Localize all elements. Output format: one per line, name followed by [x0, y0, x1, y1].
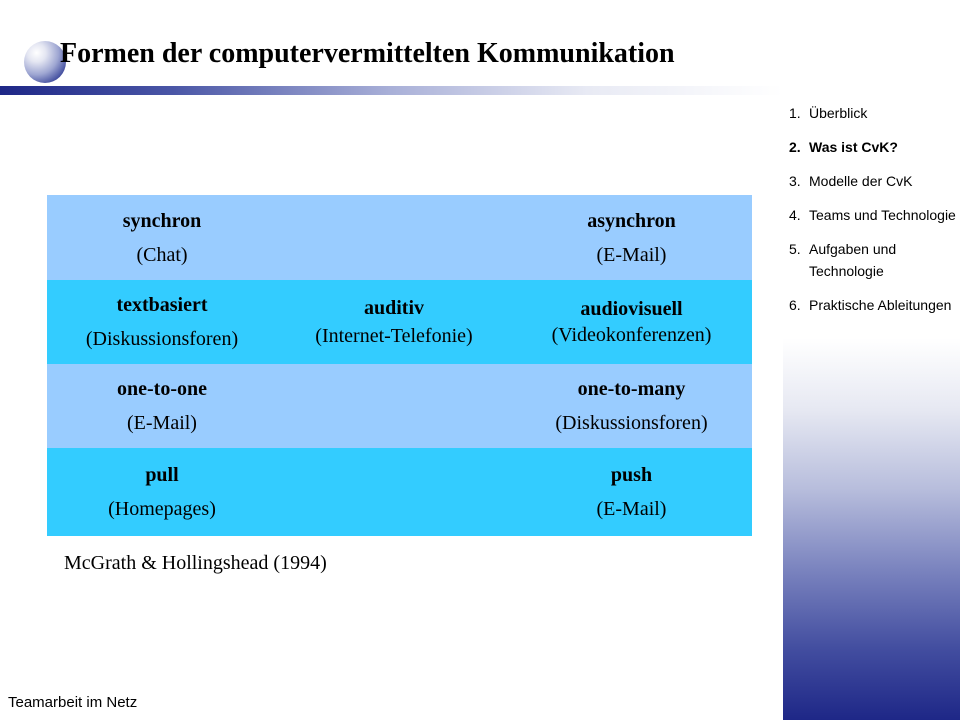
table-cell-synchron: [47, 195, 277, 280]
nav-item-modelle[interactable]: [789, 170, 959, 192]
cell-example: (Diskussionsforen): [85, 328, 239, 350]
nav-item-number: 3.: [789, 173, 801, 189]
nav-item-number: 6.: [789, 297, 801, 313]
source-citation: McGrath & Hollingshead (1994): [64, 552, 327, 574]
cell-example: (E-Mail): [127, 412, 197, 434]
nav-item-aufgaben[interactable]: [789, 238, 959, 282]
sidebar-nav: [789, 102, 959, 328]
table-cell-one-to-one: [47, 364, 277, 448]
cell-term: textbasiert: [116, 294, 208, 316]
footer-text: Teamarbeit im Netz: [8, 694, 138, 711]
table-cell-asynchron: [511, 195, 752, 280]
nav-item-teams[interactable]: [789, 204, 959, 226]
table-cell-empty: [277, 195, 511, 280]
nav-item-ueberblick[interactable]: [789, 102, 959, 124]
cell-term: asynchron: [587, 209, 676, 232]
cell-example: (Videokonferenzen): [551, 324, 712, 346]
cell-term: audiovisuell: [580, 298, 683, 320]
cell-term: synchron: [122, 209, 202, 232]
nav-item-number: 5.: [789, 241, 801, 257]
nav-item-label: Modelle der CvK: [809, 173, 913, 189]
table-cell-push: [511, 448, 752, 536]
table-cell-pull: [47, 448, 277, 536]
cmc-forms-table: [47, 195, 752, 536]
nav-item-label: Aufgaben und Technologie: [809, 241, 897, 279]
cell-example: (Homepages): [108, 498, 216, 520]
cell-term: push: [610, 464, 653, 486]
nav-item-label: Teams und Technologie: [809, 207, 956, 223]
nav-item-label: Was ist CvK?: [809, 139, 898, 155]
nav-item-label: Praktische Ableitungen: [809, 297, 952, 313]
nav-item-number: 1.: [789, 105, 801, 121]
table-cell-textbasiert: [47, 280, 277, 364]
nav-item-was-ist-cvk[interactable]: [789, 136, 959, 158]
cell-example: (Internet-Telefonie): [315, 325, 473, 347]
nav-item-number: 2.: [789, 139, 801, 155]
cell-example: (Diskussionsforen): [555, 412, 708, 434]
cell-term: pull: [145, 464, 179, 486]
table-cell-one-to-many: [511, 364, 752, 448]
cell-example: (Chat): [136, 243, 188, 266]
table-cell-empty: [277, 364, 511, 448]
nav-item-number: 4.: [789, 207, 801, 223]
table-cell-audiovisuell: [511, 280, 752, 364]
cell-term: one-to-one: [117, 378, 207, 400]
cell-term: one-to-many: [577, 378, 686, 400]
page-title: Formen der computervermittelten Kommunikation: [60, 38, 675, 69]
table-cell-auditiv: [277, 280, 511, 364]
nav-item-ableitungen[interactable]: [789, 294, 959, 316]
cell-example: (E-Mail): [596, 498, 667, 520]
cell-example: (E-Mail): [596, 243, 667, 266]
nav-item-label: Überblick: [809, 105, 868, 121]
table-cell-empty: [277, 448, 511, 536]
title-underline-bar: [0, 86, 783, 95]
cell-term: auditiv: [363, 297, 425, 319]
